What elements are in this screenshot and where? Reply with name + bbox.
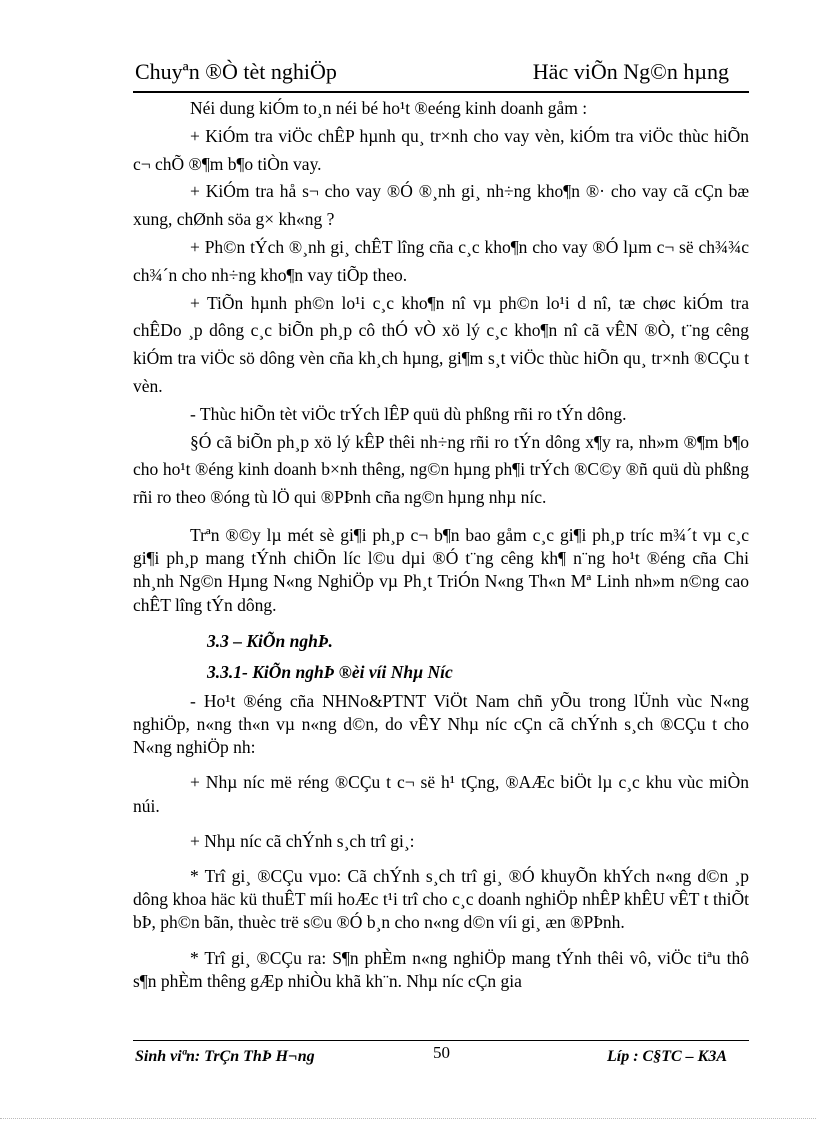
paragraph: + Ph©n tÝch ®¸nh gi¸ chÊT lîng cña c¸c kho¶n cho vay ®Ó lµm c¬ së ch¾¾c ch¾´n cho nh÷ng kho¶n vay tiÕp theo. (133, 236, 749, 285)
paragraph: + KiÓm tra hå s¬ cho vay ®Ó ®¸nh gi¸ nh÷ng kho¶n ®· cho vay cã cÇn bæ xung, chØnh söa g× kh«ng ? (133, 181, 749, 230)
paragraph: - Thùc hiÕn tèt viÖc trÝch lÊP quü dù phßng rñi ro tÝn dông. (190, 403, 627, 424)
header-institution: Häc viÕn Ng©n hµng (532, 59, 729, 84)
running-header (133, 57, 749, 93)
footer-student-name: Sinh viªn: TrÇn ThÞ H¬ng (135, 1048, 315, 1065)
body-text (133, 95, 749, 993)
subsection-heading: 3.3.1- KiÕn nghÞ ®èi víi Nhµ Níc (207, 661, 453, 682)
paragraph: Trªn ®©y lµ mét sè gi¶i ph¸p c¬ b¶n bao gåm c¸c gi¶i ph¸p tríc m¾´t vµ c¸c gi¶i ph¸p mang tÝnh chiÕn líc l©u dµi ®Ó t¨ng cêng kh¶ n¨ng ho¹t ®éng cña Chi nh¸nh Ng©n Hµng N«ng NghiÖp vµ Ph¸t TriÓn N«ng Th«n Mª Linh nh»m n©ng cao chÊT lîng tÝn dông. (133, 524, 749, 615)
section-heading: 3.3 – KiÕn nghÞ. (207, 630, 333, 651)
running-footer (133, 1040, 749, 1071)
paragraph: + TiÕn hµnh ph©n lo¹i c¸c kho¶n nî vµ ph©n lo¹i d nî, tæ chøc kiÓm tra chÊDo ¸p dông c¸c biÕn ph¸p cô thÓ vÒ xö lý c¸c kho¶n nî cã vÊN ®Ò, t¨ng cêng kiÓm tra viÖc sö dông vèn cña kh¸ch hµng, gi¶m s¸t viÖc thùc hiÕn qu¸ tr×nh ®CÇu t vèn. (133, 292, 749, 396)
paragraph: * Trî gi¸ ®CÇu ra: S¶n phÈm n«ng nghiÖp mang tÝnh thêi vô, viÖc tiªu thô s¶n phÈm thêng gÆp nhiÒu khã kh¨n. Nhµ níc cÇn gia (133, 947, 749, 991)
paragraph: + KiÓm tra viÖc chÊP hµnh qu¸ tr×nh cho vay vèn, kiÓm tra viÖc thùc hiÕn c¬ chÕ ®¶m b¶o tiÒn vay. (133, 125, 749, 174)
page-edge-divider (0, 1118, 816, 1119)
header-thesis-title: Chuyªn ®Ò tèt nghiÖp (135, 59, 337, 84)
page-number: 50 (433, 1043, 450, 1062)
paragraph: + Nhµ níc më réng ®CÇu t c¬ së h¹ tÇng, ®AÆc biÖt lµ c¸c khu vùc miÒn núi. (133, 772, 749, 816)
footer-class: Líp : C§TC – K3A (606, 1048, 727, 1065)
paragraph: §Ó cã biÕn ph¸p xö lý kÊP thêi nh÷ng rñi ro tÝn dông x¶y ra, nh»m ®¶m b¶o cho ho¹t ®éng kinh doanh b×nh thêng, ng©n hµng ph¶i trÝch ®C©y ®ñ quü dù phßng rñi ro theo ®óng tù lÖ qui ®PÞnh cña ng©n hµng nhµ níc. (133, 431, 749, 508)
paragraph: - Ho¹t ®éng cña NHNo&PTNT ViÖt Nam chñ yÕu trong lÜnh vùc N«ng nghiÖp, n«ng th«n vµ n«ng d©n, do vÊY Nhµ níc cÇn cã chÝnh s¸ch ®CÇu t cho N«ng nghiÖp nh: (133, 690, 749, 758)
paragraph: * Trî gi¸ ®CÇu vµo: Cã chÝnh s¸ch trî gi¸ ®Ó khuyÕn khÝch n«ng d©n ¸p dông khoa häc kü thuÊT míi hoÆc t¹i trî cho c¸c doanh nghiÖp nhÊP khÊU vÊT t thiÕt bÞ, ph©n bãn, thuèc trë s©u ®Ó b¸n cho n«ng d©n víi gi¸ æn ®PÞnh. (133, 865, 749, 933)
paragraph: + Nhµ níc cã chÝnh s¸ch trî gi¸: (190, 830, 415, 851)
paragraph: Néi dung kiÓm to¸n néi bé ho¹t ®eéng kinh doanh gåm : (190, 98, 588, 118)
